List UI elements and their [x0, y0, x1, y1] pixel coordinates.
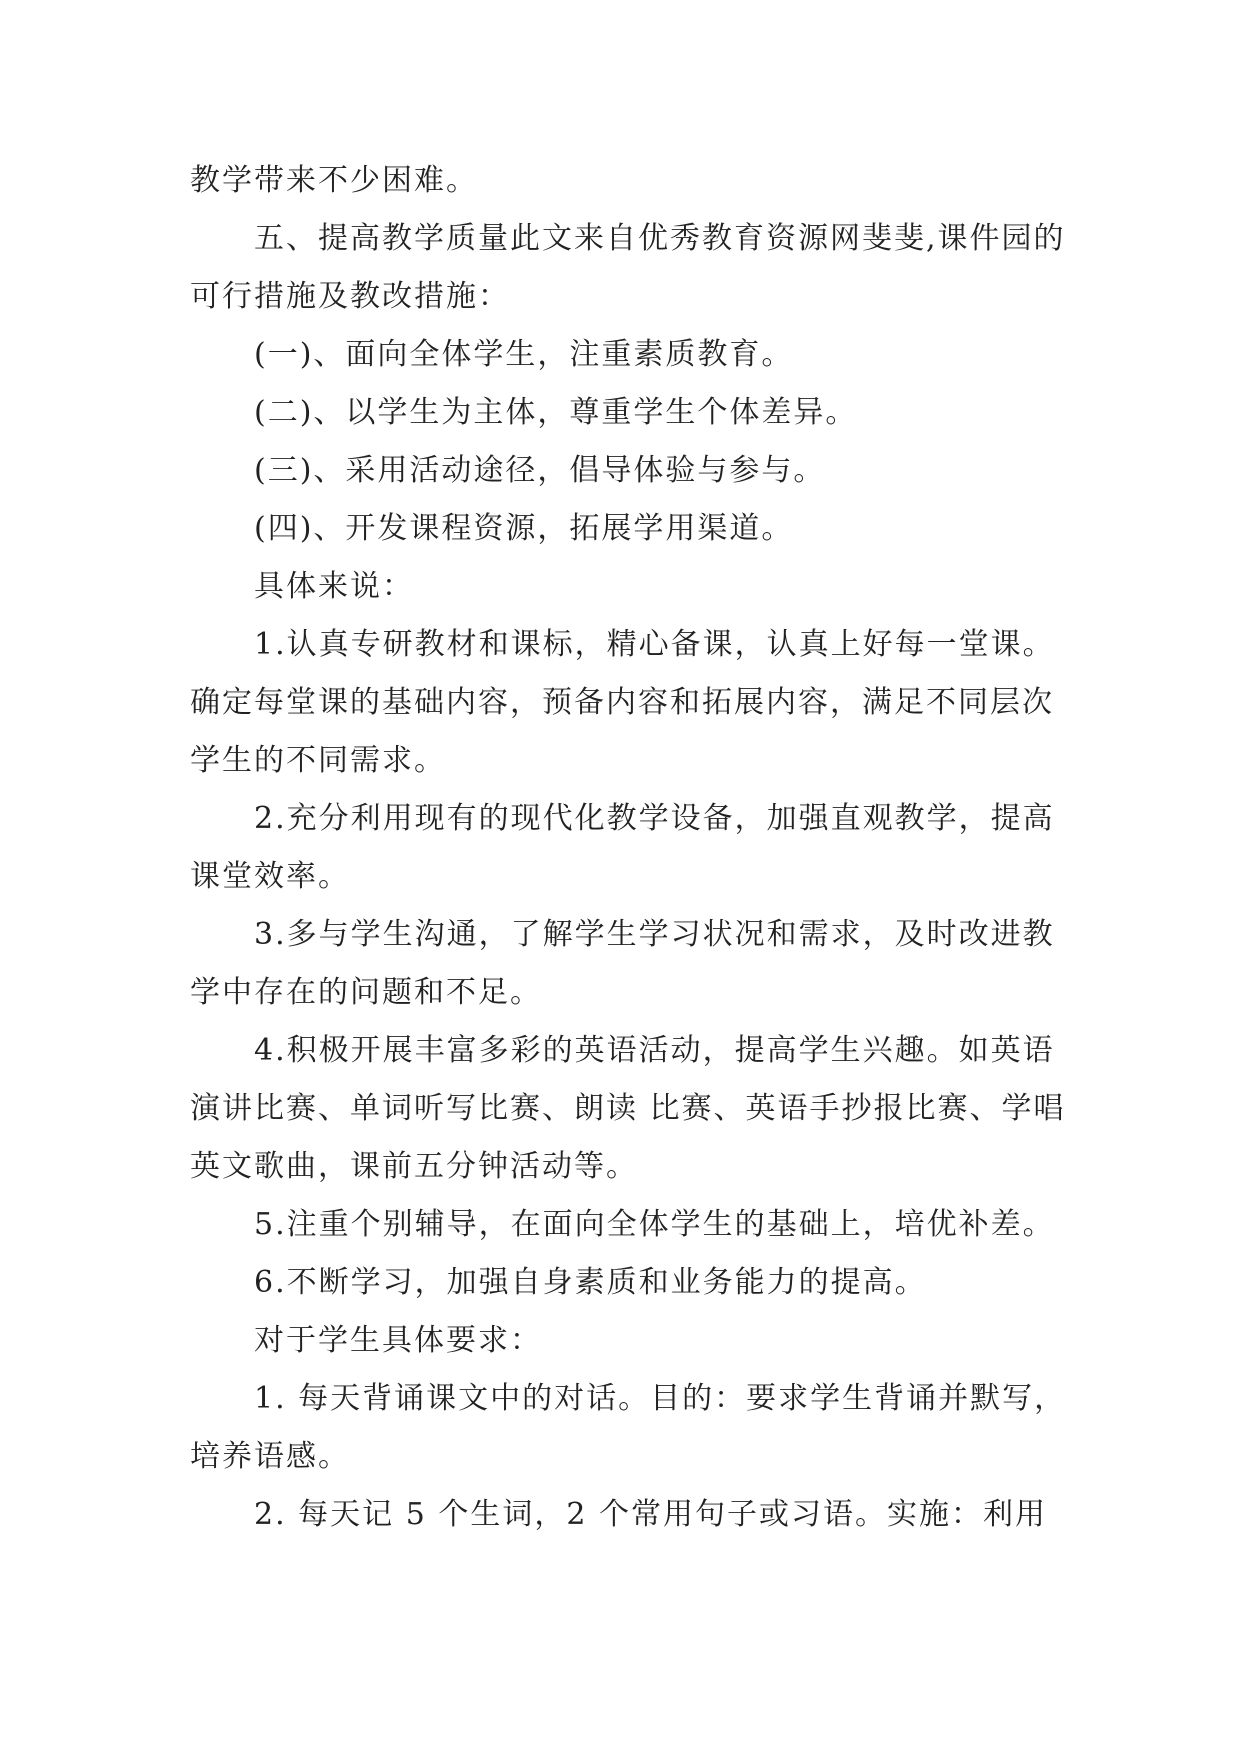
document-body — [190, 152, 1070, 1544]
paragraph-9: 2.充分利用现有的现代化教学设备，加强直观教学，提高课堂效率。 — [190, 801, 1055, 894]
paragraph-14: 对于学生具体要求： — [254, 1323, 542, 1358]
paragraph-5: (三)、采用活动途径，倡导体验与参与。 — [254, 453, 826, 488]
paragraph-12: 5.注重个别辅导，在面向全体学生的基础上，培优补差。 — [254, 1207, 1055, 1242]
paragraph-6: (四)、开发课程资源，拓展学用渠道。 — [254, 511, 794, 546]
paragraph-1: 教学带来不少困难。 — [190, 163, 478, 198]
paragraph-3: (一)、面向全体学生，注重素质教育。 — [254, 337, 794, 372]
paragraph-4: (二)、以学生为主体，尊重学生个体差异。 — [254, 395, 858, 430]
paragraph-15: 1. 每天背诵课文中的对话。目的：要求学生背诵并默写，培养语感。 — [190, 1381, 1067, 1474]
paragraph-7: 具体来说： — [254, 569, 414, 604]
paragraph-8: 1.认真专研教材和课标，精心备课，认真上好每一堂课。确定每堂课的基础内容，预备内容和拓展内容，满足不同层次学生的不同需求。 — [190, 627, 1055, 778]
paragraph-10: 3.多与学生沟通，了解学生学习状况和需求，及时改进教学中存在的问题和不足。 — [190, 917, 1055, 1010]
paragraph-13: 6.不断学习，加强自身素质和业务能力的提高。 — [254, 1265, 927, 1300]
paragraph-2: 五、提高教学质量此文来自优秀教育资源网斐斐,课件园的可行措施及教改措施： — [190, 221, 1066, 314]
paragraph-16: 2. 每天记 5 个生词，2 个常用句子或习语。实施：利用 — [254, 1497, 1047, 1532]
paragraph-11: 4.积极开展丰富多彩的英语活动，提高学生兴趣。如英语演讲比赛、单词听写比赛、朗读 比赛、英语手抄报比赛、学唱英文歌曲，课前五分钟活动等。 — [190, 1033, 1066, 1184]
